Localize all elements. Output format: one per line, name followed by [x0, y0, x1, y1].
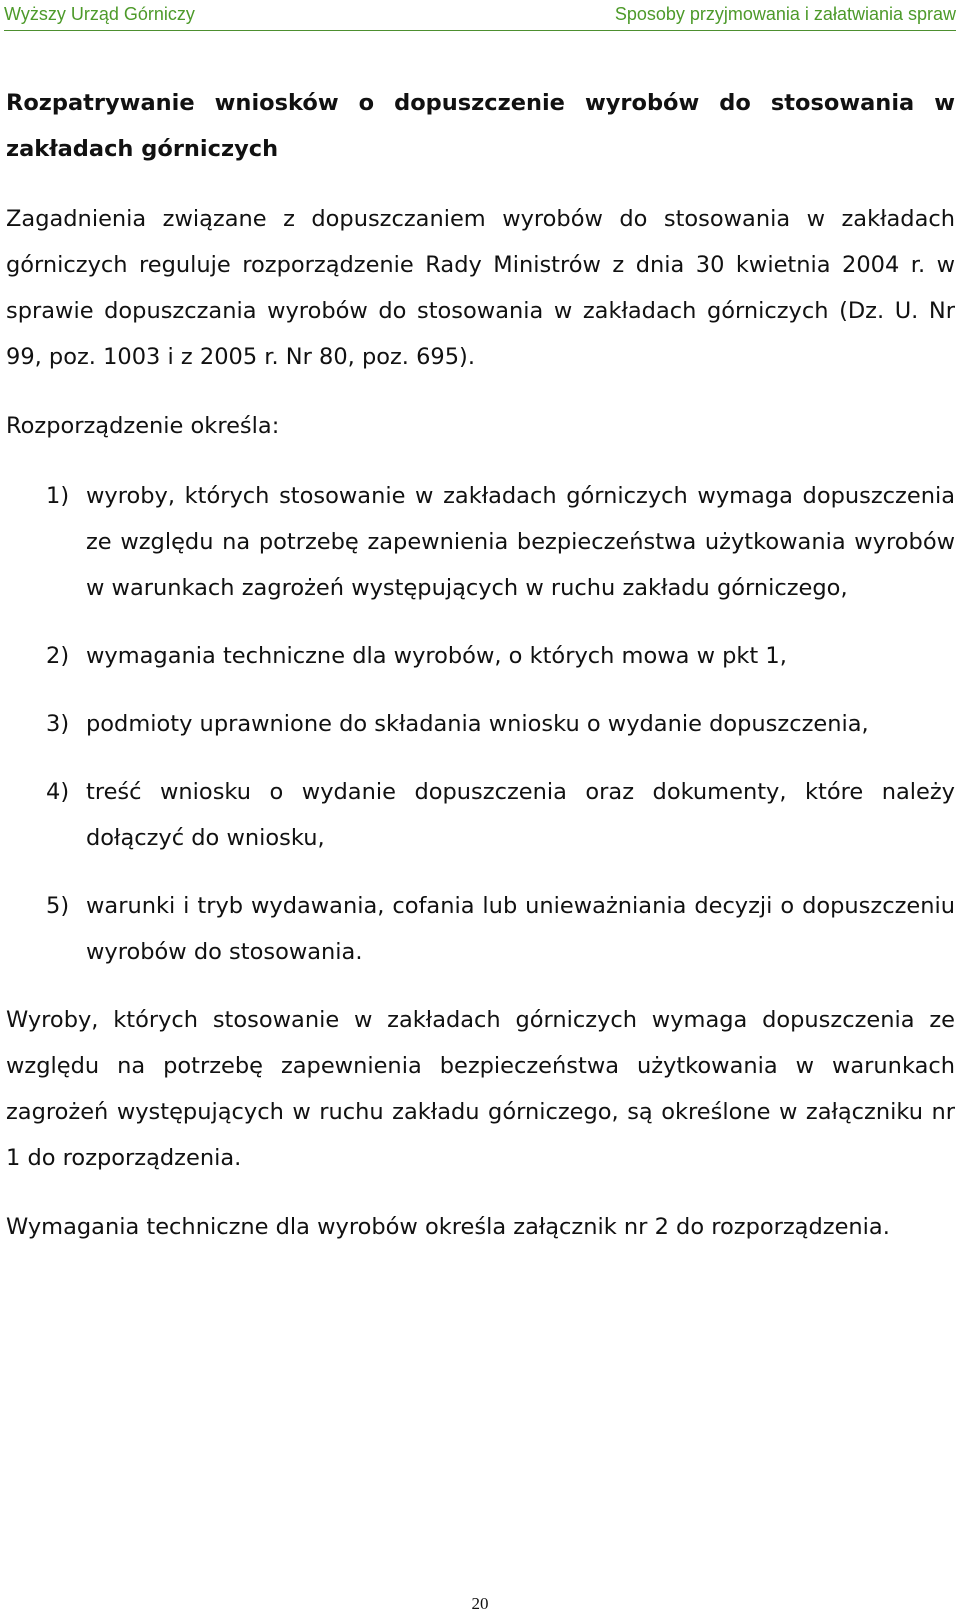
list-item-text: treść wniosku o wydanie dopuszczenia oraz dokumenty, które należy dołączyć do wniosku,	[86, 779, 955, 851]
requirements-paragraph: Wymagania techniczne dla wyrobów określa załącznik nr 2 do rozporządzenia.	[6, 1214, 890, 1240]
section-title: Rozpatrywanie wniosków o dopuszczenie wyrobów do stosowania w zakładach górniczych	[6, 90, 955, 162]
list-item	[6, 473, 955, 611]
list-item	[6, 633, 955, 679]
header-left-title: Wyższy Urząd Górniczy	[4, 4, 195, 24]
list-item-number: 4)	[46, 779, 70, 805]
list-intro: Rozporządzenie określa:	[6, 413, 280, 439]
list-item-number: 5)	[46, 893, 70, 919]
list-item-text: wyroby, których stosowanie w zakładach górniczych wymaga dopuszczenia ze względu na potrzebę zapewnienia bezpieczeństwa użytkowania wyrobów w warunkach zagrożeń występujących w ruchu zakładu górniczego,	[86, 483, 955, 601]
list-item-text: podmioty uprawnione do składania wniosku o wydanie dopuszczenia,	[86, 711, 869, 737]
page-number: 20	[471, 1594, 489, 1613]
document-body	[6, 80, 955, 1273]
list-item-text: warunki i tryb wydawania, cofania lub unieważniania decyzji o dopuszczeniu wyrobów do stosowania.	[86, 893, 955, 965]
intro-paragraph: Zagadnienia związane z dopuszczaniem wyrobów do stosowania w zakładach górniczych reguluje rozporządzenie Rady Ministrów z dnia 30 kwietnia 2004 r. w sprawie dopuszczania wyrobów do stosowania w zakładach górniczych (Dz. U. Nr 99, poz. 1003 i z 2005 r. Nr 80, poz. 695).	[6, 206, 955, 370]
list-item	[6, 883, 955, 975]
list-item	[6, 701, 955, 747]
list-item	[6, 769, 955, 861]
list-item-number: 3)	[46, 711, 70, 737]
list-item-text: wymagania techniczne dla wyrobów, o których mowa w pkt 1,	[86, 643, 787, 669]
page-header	[4, 0, 956, 31]
regulation-list	[6, 473, 955, 975]
list-item-number: 1)	[46, 483, 70, 509]
products-paragraph: Wyroby, których stosowanie w zakładach górniczych wymaga dopuszczenia ze względu na potrzebę zapewnienia bezpieczeństwa użytkowania w warunkach zagrożeń występujących w ruchu zakładu górniczego, są określone w załączniku nr 1 do rozporządzenia.	[6, 1007, 955, 1171]
header-right-title: Sposoby przyjmowania i załatwiania spraw	[614, 4, 956, 24]
list-item-number: 2)	[46, 643, 70, 669]
